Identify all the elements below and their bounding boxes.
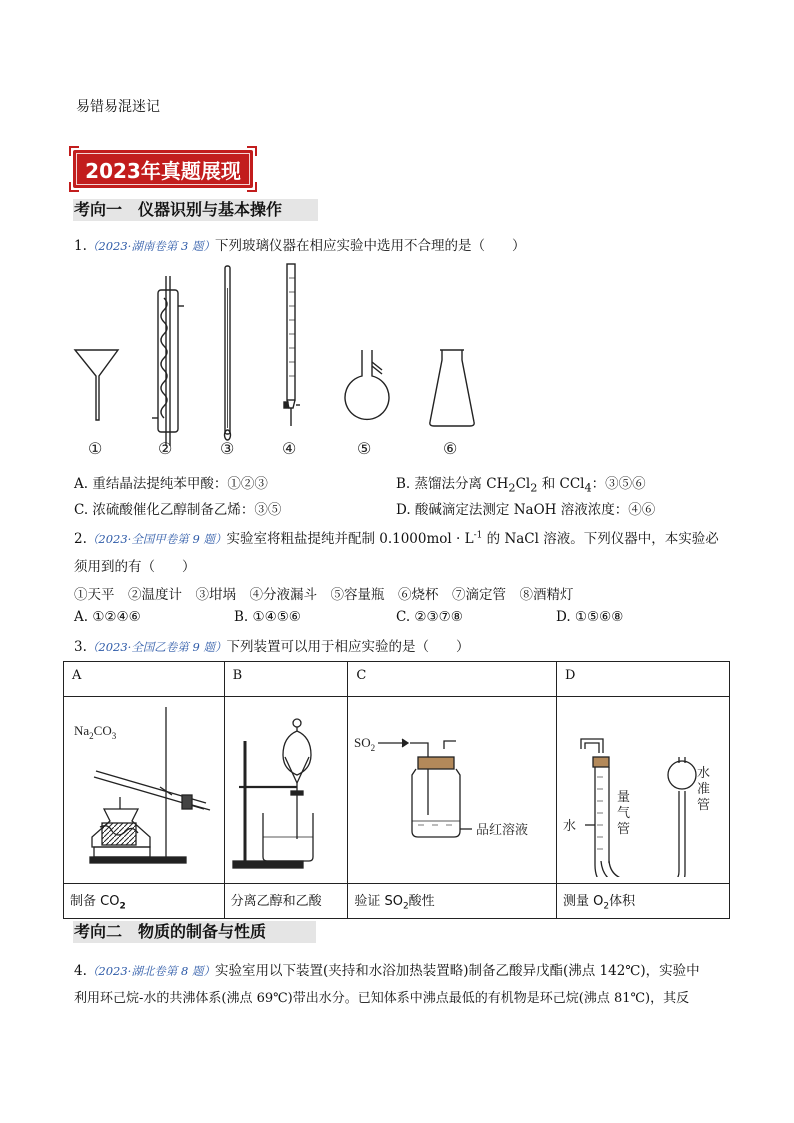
so2-label: SO xyxy=(354,735,371,751)
superscript: -1 xyxy=(473,530,483,541)
question-3 xyxy=(74,635,469,655)
caption-a xyxy=(64,883,225,918)
apparatus-c-cell xyxy=(348,697,557,883)
q2-option-b[interactable]: B. ①④⑤⑥ xyxy=(234,609,301,625)
apparatus-label-1: ① xyxy=(88,439,103,458)
table-header-a: A xyxy=(64,662,225,697)
apparatus-label-2: ② xyxy=(158,439,173,458)
q1-source: （2023·湖南卷第 3 题） xyxy=(86,239,215,253)
caption-d-text: 测量 O xyxy=(563,893,604,909)
heating-apparatus-figure xyxy=(64,697,216,877)
question-1 xyxy=(74,234,525,254)
q2-number: 2. xyxy=(74,531,87,547)
subscript: 2 xyxy=(603,901,610,912)
q1-option-b-text: ：③⑤⑥ xyxy=(591,476,646,492)
q2-text-line2: 须用到的有（ ） xyxy=(74,559,196,575)
q1-option-a[interactable]: A. 重结晶法提纯苯甲酸：①②③ xyxy=(74,476,268,492)
glassware-figure xyxy=(60,258,480,458)
q1-number: 1. xyxy=(74,238,87,254)
subscript: 3 xyxy=(111,731,117,742)
apparatus-label-6: ⑥ xyxy=(443,439,458,458)
year-banner xyxy=(73,150,253,188)
shuizhun-label-1: 水 xyxy=(697,766,711,782)
pinhong-label: 品红溶液 xyxy=(476,823,529,839)
q4-number: 4. xyxy=(74,963,87,979)
q1-option-c[interactable]: C. 浓硫酸催化乙醇制备乙烯：③⑤ xyxy=(74,502,282,518)
q4-text-line2: 利用环己烷-水的共沸体系(沸点 69℃)带出水分。已知体系中沸点最低的有机物是环己烷(沸点 81℃)，其反 xyxy=(74,991,690,1006)
gas-washing-bottle-figure xyxy=(348,697,548,877)
gas-burette-figure xyxy=(557,697,729,877)
q1-option-b[interactable] xyxy=(396,472,646,495)
table-header-d: D xyxy=(557,662,730,697)
caption-a-text: 制备 CO xyxy=(70,893,120,909)
liangqi-label-3: 管 xyxy=(617,822,631,838)
apparatus-b-cell xyxy=(224,697,348,883)
q2-option-c[interactable]: C. ②③⑦⑧ xyxy=(396,609,463,625)
apparatus-label-4: ④ xyxy=(282,439,297,458)
shuizhun-label-2: 准 xyxy=(697,782,711,798)
q3-text: 下列装置可以用于相应实验的是（ ） xyxy=(226,639,470,655)
banner-title: 2023年真题展现 xyxy=(85,159,241,183)
apparatus-a-cell xyxy=(64,697,225,883)
burette-icon xyxy=(284,264,300,426)
subscript: 4 xyxy=(584,481,592,495)
table-header-c: C xyxy=(348,662,557,697)
apparatus-d-cell xyxy=(557,697,730,883)
section-title-1: 考向一 仪器识别与基本操作 xyxy=(73,199,318,221)
condenser-icon xyxy=(152,276,184,446)
q2-items: ①天平 ②温度计 ③坩埚 ④分液漏斗 ⑤容量瓶 ⑥烧杯 ⑦滴定管 ⑧酒精灯 xyxy=(74,587,574,603)
q1-option-b-text: Cl xyxy=(515,476,531,492)
na2co3-label: Na xyxy=(74,723,90,739)
caption-d-text: 体积 xyxy=(609,893,636,909)
apparatus-label-3: ③ xyxy=(220,439,235,458)
liangqi-label-2: 气 xyxy=(617,806,631,822)
table-header-b: B xyxy=(224,662,348,697)
caption-d xyxy=(557,883,730,918)
thermometer-icon xyxy=(225,266,231,440)
q2-source: （2023·全国甲卷第 9 题） xyxy=(86,532,227,546)
caption-c-text: 酸性 xyxy=(408,893,435,909)
svg-text:SO2 xyxy=(354,735,375,753)
q4-text: 实验室用以下装置(夹持和水浴加热装置略)制备乙酸异戊酯(沸点 142℃)，实验中 xyxy=(214,963,700,979)
subscript: 2 xyxy=(530,481,538,495)
funnel-icon xyxy=(75,350,118,420)
q3-number: 3. xyxy=(74,639,87,655)
erlenmeyer-flask-icon xyxy=(430,350,474,426)
q4-source: （2023·湖北卷第 8 题） xyxy=(86,964,215,978)
distillation-flask-icon xyxy=(345,350,389,419)
q1-option-b-text: 和 CCl xyxy=(537,476,585,492)
q1-text: 下列玻璃仪器在相应实验中选用不合理的是（ ） xyxy=(214,238,526,254)
subscript: 2 xyxy=(402,901,409,912)
caption-c xyxy=(348,883,557,918)
q2-text: 的 NaCl 溶液。下列仪器中，本实验必 xyxy=(482,531,719,547)
water-label: 水 xyxy=(563,819,577,835)
q2-text: 实验室将粗盐提纯并配制 0.1000mol · L xyxy=(226,531,474,547)
apparatus-label-5: ⑤ xyxy=(357,439,372,458)
q2-option-d[interactable]: D. ①⑤⑥⑧ xyxy=(556,609,624,625)
question-4 xyxy=(74,959,700,979)
page-heading: 易错易混迷记 xyxy=(76,99,160,115)
caption-c-text: 验证 SO xyxy=(354,893,403,909)
separatory-funnel-figure xyxy=(225,697,340,877)
subscript: 2 xyxy=(508,481,516,495)
section-title-2: 考向二 物质的制备与性质 xyxy=(73,921,316,943)
q1-option-d[interactable]: D. 酸碱滴定法测定 NaOH 溶液浓度：④⑥ xyxy=(396,502,656,518)
q2-option-a[interactable]: A. ①②④⑥ xyxy=(74,609,141,625)
subscript: 2 xyxy=(119,901,126,912)
caption-b: 分离乙醇和乙酸 xyxy=(224,883,348,918)
question-2 xyxy=(74,527,719,547)
subscript: 2 xyxy=(89,731,94,742)
liangqi-label-1: 量 xyxy=(617,790,631,806)
svg-text:Na2CO3 xyxy=(74,723,117,741)
q3-source: （2023·全国乙卷第 9 题） xyxy=(86,640,227,654)
shuizhun-label-3: 管 xyxy=(697,798,711,814)
na2co3-label: CO xyxy=(93,723,112,739)
q1-option-b-text: B. 蒸馏法分离 CH xyxy=(396,476,509,492)
q3-options-table xyxy=(63,661,730,919)
subscript: 2 xyxy=(370,743,376,754)
